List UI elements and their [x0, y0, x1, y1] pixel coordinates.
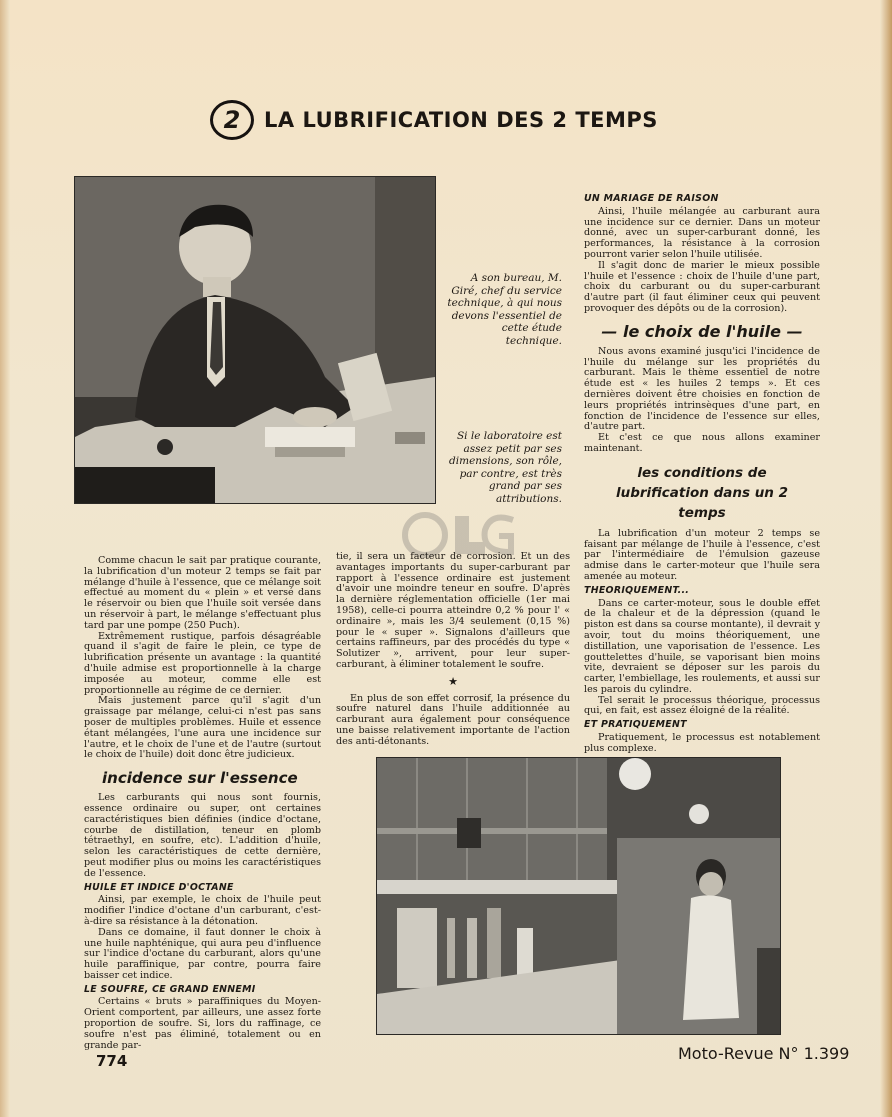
text-column-1 — [84, 556, 321, 1051]
laboratory-photo — [376, 757, 781, 1035]
page-number: 774 — [96, 1052, 128, 1070]
paragraph: Mais justement parce qu'il s'agit d'un graissage par mélange, celui-ci n'est pas sans poser de multiples problèmes. Huile et essence étant mélangées, l'une aura une incidence sur l'autre, et le choix de l'une et de l'autre (surtout le choix de l'huile) doit donc être judicieux. — [84, 695, 321, 761]
text-column-2 — [336, 552, 570, 748]
paragraph: En plus de son effet corrosif, la présence du soufre naturel dans l'huile additionnée au carburant aura également pour conséquence une baisse relativement importante de l'action des anti-détonants. — [336, 692, 570, 747]
separator-star: ★ — [448, 674, 458, 688]
paragraph: Comme chacun le sait par pratique courante, la lubrification d'un moteur 2 temps se fait par mélange d'huile à l'essence, que ce mélange soit effectué au moment du « plein » et versé dans le réservoir ou bien que l'huile soit versée dans un réservoir à part, le mélange s'effectuant plus tard par une pompe (250 Puch). — [84, 555, 321, 631]
paragraph: Tel serait le processus théorique, processus qui, en fait, est assez éloigné de la réalité. — [584, 694, 820, 717]
paragraph: Pratiquement, le processus est notablement plus complexe. — [584, 732, 820, 754]
lab-photo-caption-top: Si le laboratoire est assez petit par ses dimensions, son rôle, par contre, est très grand par ses attributions. — [449, 430, 562, 505]
section-heading-huile: — le choix de l'huile — — [601, 321, 803, 341]
paragraph: tie, il sera un facteur de corrosion. Et un des avantages importants du super-carburant par rapport à l'essence ordinaire est justement d'avoir une moindre teneur en soufre. D'après la dernière réglementation officielle (1er mai 1958), celle-ci pourra atteindre 0,2 % pour l' « ordinaire », mais les 3/4 seulement (0,15 %) pour le « super ». Signalons d'ailleurs que certains raffineurs, par des procédés du type « Solutizer », arrivent, pour leur super-carburant, à éliminer totalement le soufre. — [336, 551, 570, 670]
section-heading-conditions: les conditions de lubrification dans un 2 temps — [615, 464, 789, 521]
subheading-pratiquement: ET PRATIQUEMENT — [584, 719, 687, 731]
subheading-soufre: LE SOUFRE, CE GRAND ENNEMI — [84, 983, 256, 995]
paragraph: Ainsi, l'huile mélangée au carburant aura une incidence sur ce dernier. Dans un moteur donné, avec un super-carburant donné, les performances, la résistance à la corrosion pourront varier selon l'huile utilisée. — [584, 205, 820, 260]
paragraph: Il s'agit donc de marier le mieux possible l'huile et l'essence : choix de l'huile d'une part, choix du carburant ou du super-carburant d'autre part (il faut éliminer ceux qui peuvent provoquer des dépôts ou de la corrosion). — [584, 259, 820, 314]
paragraph: Dans ce domaine, il faut donner le choix à une huile naphténique, qui aura peu d'influence sur l'indice d'octane du carburant, alors qu'une huile paraffinique, par contre, pourra faire baisser cet indice. — [84, 926, 321, 981]
paragraph: Nous avons examiné jusqu'ici l'incidence de l'huile du mélange sur les propriétés du carburant. Mais le thème essentiel de notre étude est « les huiles 2 temps ». Et ces dernières doivent être choisies en fonction de leurs propriétés intrinsèques d'une part, en fonction de l'incidence de l'essence sur elles, d'autre part. — [584, 345, 820, 433]
title-number-badge: 2 — [210, 100, 254, 140]
paragraph: Extrêmement rustique, parfois désagréable quand il s'agit de faire le plein, ce type de lubrification présente un avantage : la quantité d'huile admise est proportionnelle à la charge imposée au moteur, comme elle est proportionnelle au régime de ce dernier. — [84, 630, 321, 696]
page-edge-right — [880, 0, 892, 1117]
subheading-mariage: UN MARIAGE DE RAISON — [584, 193, 719, 204]
paragraph: Et c'est ce que nous allons examiner maintenant. — [584, 432, 820, 454]
page-edge-left — [0, 0, 10, 1117]
subheading-theoriquement: THEORIQUEMENT... — [584, 584, 690, 596]
article-title — [210, 98, 690, 142]
office-photo-caption: A son bureau, M. Giré, chef du service technique, à qui nous devons l'essentiel de cette étude technique. — [447, 272, 562, 347]
title-text: LA LUBRIFICATION DES 2 TEMPS — [264, 108, 658, 132]
paragraph: Dans ce carter-moteur, sous le double effet de la chaleur et de la dépression (quand le piston est dans sa course montante), il devrait y avoir, tout du moins théoriquement, une distillation, une vaporisation de l'essence. Les gouttelettes d'huile, se vaporisant bien moins vite, devraient se déposer sur les parois du carter, l'embiellage, les roulements, et aussi sur les parois du cylindre. — [584, 597, 820, 695]
paragraph: Ainsi, par exemple, le choix de l'huile peut modifier l'indice d'octane d'un carburant, c'est-à-dire sa résistance à la détonation. — [84, 894, 321, 927]
section-heading-essence: incidence sur l'essence — [102, 769, 298, 788]
subheading-octane: HUILE ET INDICE D'OCTANE — [84, 881, 234, 893]
text-column-3 — [584, 194, 820, 777]
office-photo — [74, 176, 436, 504]
paragraph: Certains « bruts » paraffiniques du Moyen-Orient comportent, par ailleurs, une assez forte proportion de soufre. Si, lors du raffinage, ce soufre n'est pas éliminé, totalement ou en grande par- — [84, 996, 321, 1051]
paragraph: La lubrification d'un moteur 2 temps se faisant par mélange de l'huile à l'essence, c'est par l'intermédiaire de l'émulsion gazeuse admise dans le carter-moteur que l'huile sera amenée au moteur. — [584, 527, 820, 582]
magazine-issue: Moto-Revue N° 1.399 — [678, 1044, 850, 1063]
paragraph: Les carburants qui nous sont fournis, essence ordinaire ou super, ont certaines caractéristiques bien définies (indice d'octane, courbe de distillation, teneur en plomb tétraethyl, en soufre, etc). L'addition d'huile, selon les caractéristiques de cette dernière, peut modifier plus ou moins les caractéristiques de l'essence. — [84, 792, 321, 879]
